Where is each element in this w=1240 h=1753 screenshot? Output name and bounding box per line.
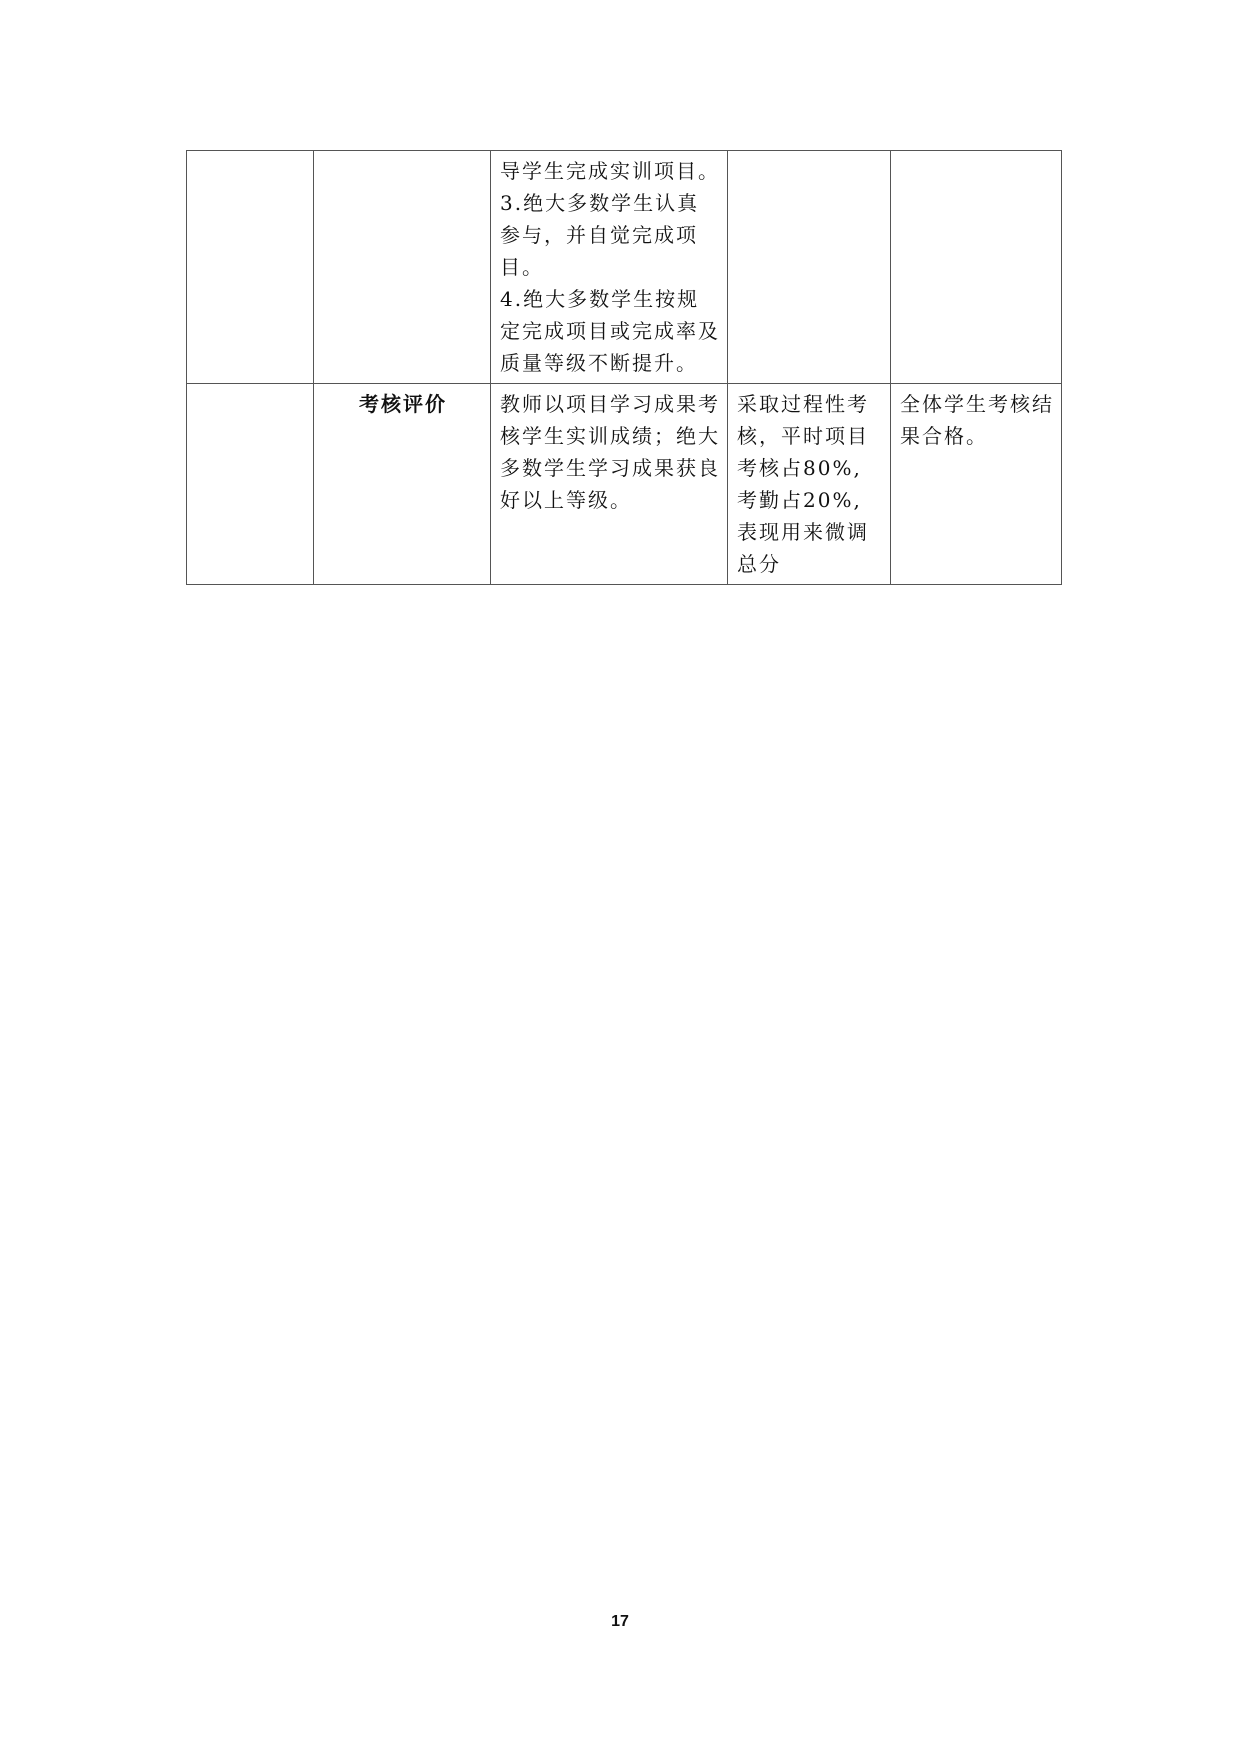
table-cell-item-label: 考核评价 xyxy=(314,384,491,585)
table-cell-standard: 教师以项目学习成果考核学生实训成绩；绝大多数学生学习成果获良好以上等级。 xyxy=(491,384,728,585)
table-cell-item xyxy=(314,151,491,384)
table-row xyxy=(187,151,1062,384)
table-cell-standard: 导学生完成实训项目。 3.绝大多数学生认真参与，并自觉完成项目。 4.绝大多数学生按规定完成项目或完成率及质量等级不断提升。 xyxy=(491,151,728,384)
table-cell-method xyxy=(728,151,891,384)
table-cell-result: 全体学生考核结果合格。 xyxy=(891,384,1062,585)
table-cell-method: 采取过程性考核，平时项目考核占80%,考勤占20%,表现用来微调总分 xyxy=(728,384,891,585)
page-number: 17 xyxy=(611,1613,629,1630)
table-cell-result xyxy=(891,151,1062,384)
content-table xyxy=(186,150,1062,585)
table-row xyxy=(187,384,1062,585)
table-cell-category xyxy=(187,151,314,384)
table-cell-category xyxy=(187,384,314,585)
